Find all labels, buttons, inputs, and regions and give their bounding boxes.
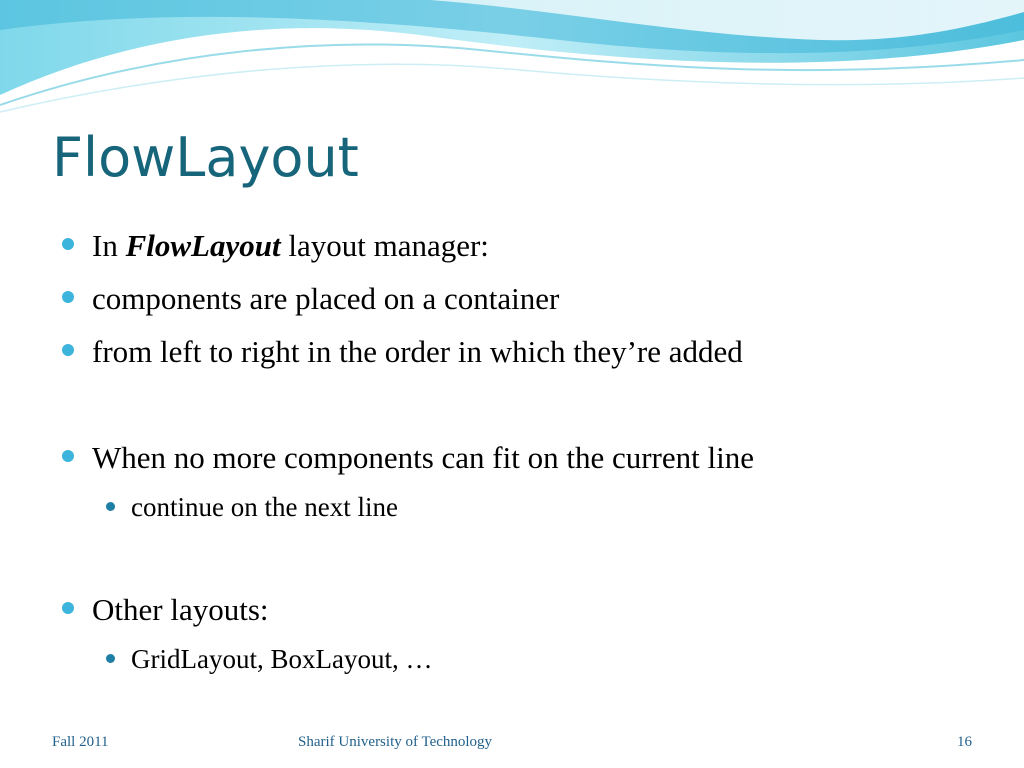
bullet-1-emphasis: FlowLayout	[125, 228, 281, 263]
bullet-1-prefix: In	[92, 228, 126, 263]
bullet-marker-icon	[62, 344, 74, 356]
bullet-4-text: When no more components can fit on the current line	[92, 440, 754, 475]
bullet-marker-icon	[62, 450, 74, 462]
bullet-marker-icon	[62, 238, 74, 250]
sub-bullet-1-text: continue on the next line	[131, 492, 398, 522]
bullet-item-3	[62, 336, 743, 367]
sub-bullet-item-2	[106, 646, 432, 673]
sub-bullet-item-1	[106, 494, 398, 521]
sub-bullet-marker-icon	[106, 502, 115, 511]
bullet-item-1	[62, 230, 489, 261]
bullet-marker-icon	[62, 291, 74, 303]
bullet-item-4	[62, 442, 754, 473]
footer-slide-number: 16	[957, 734, 972, 750]
header-wave-decoration	[0, 0, 1024, 120]
bullet-1-suffix: layout manager:	[280, 228, 489, 263]
footer-organization: Sharif University of Technology	[298, 734, 493, 750]
bullet-item-2	[62, 283, 559, 314]
sub-bullet-marker-icon	[106, 654, 115, 663]
bullet-marker-icon	[62, 602, 74, 614]
bullet-2-text: components are placed on a container	[92, 281, 560, 316]
sub-bullet-2-text: GridLayout, BoxLayout, …	[131, 644, 433, 674]
slide-title: FlowLayout	[52, 126, 359, 189]
bullet-5-text: Other layouts:	[92, 592, 269, 627]
bullet-item-5	[62, 594, 269, 625]
footer-date: Fall 2011	[52, 734, 109, 750]
bullet-3-text: from left to right in the order in which they’re added	[92, 334, 743, 369]
